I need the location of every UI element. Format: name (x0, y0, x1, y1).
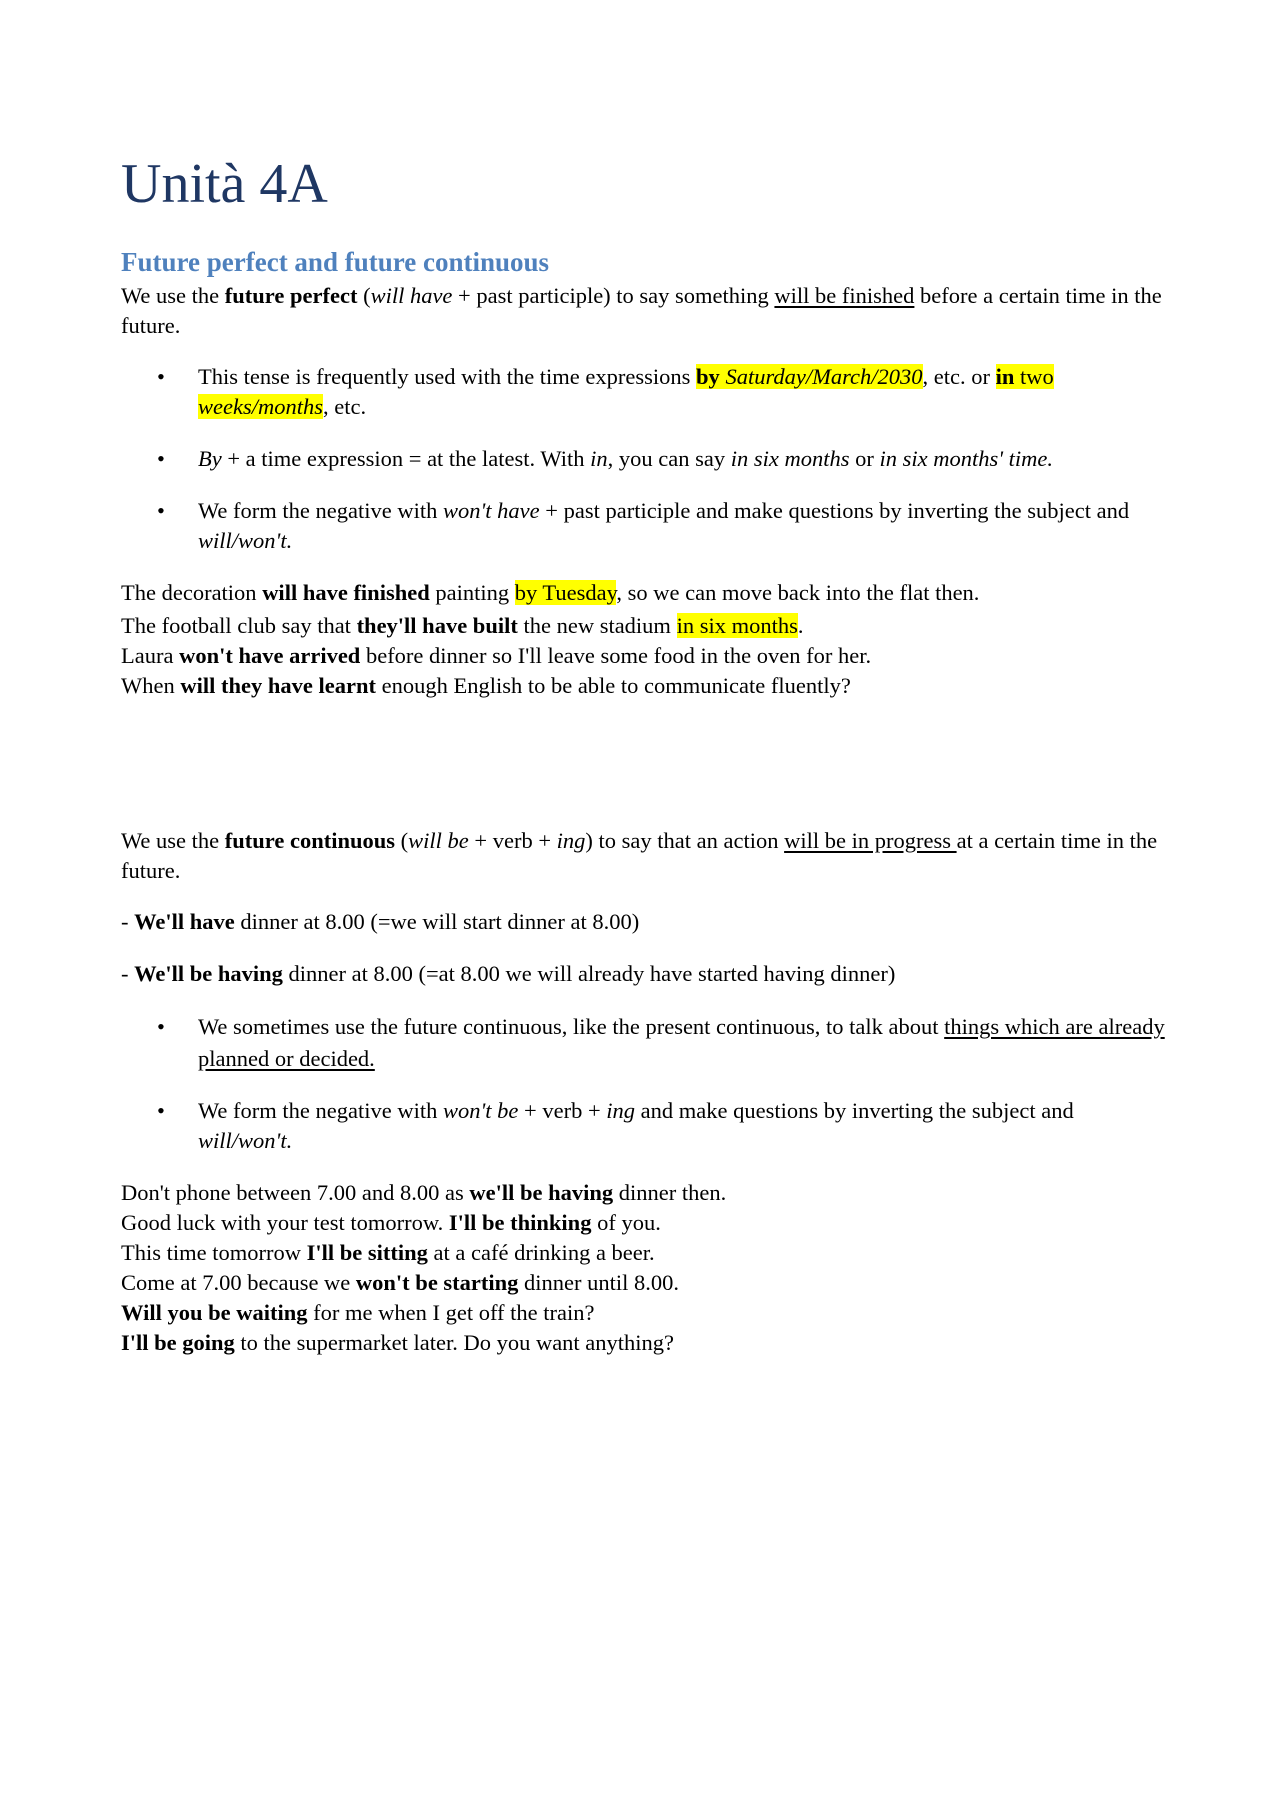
text: We use the (121, 283, 225, 308)
page-title: Unità 4A (121, 153, 328, 215)
text: painting (429, 580, 515, 605)
example-sentence (121, 611, 803, 641)
text: at a certain time in the future. (121, 828, 1158, 883)
future-continuous-intro (121, 826, 1166, 886)
text: Saturday/March/2030 (719, 364, 923, 389)
text: We use the (121, 828, 225, 853)
text: to the supermarket later. Do you want anything? (234, 1330, 675, 1355)
text: two (1014, 364, 1054, 389)
text: + verb + (468, 828, 557, 853)
text: ( (395, 828, 409, 853)
text: before dinner so I'll leave some food in the oven for her. (360, 643, 872, 668)
text: will/won't. (198, 1128, 293, 1153)
text: before a certain time in the future. (121, 283, 1162, 338)
text: , etc. (322, 394, 367, 419)
text: dinner at 8.00 (=we will start dinner at 8.00) (234, 909, 640, 934)
text: dinner at 8.00 (=at 8.00 we will already have started having dinner) (282, 961, 896, 986)
text: We'll be having (134, 961, 283, 986)
example-sentence (121, 1208, 661, 1238)
text: won't have (442, 498, 540, 523)
text: I'll be thinking (448, 1210, 592, 1235)
section-heading: Future perfect and future continuous (121, 247, 550, 277)
text: The football club say that (121, 613, 357, 638)
highlight: by Tuesday (514, 580, 617, 605)
text: will be (408, 828, 469, 853)
text: , etc. or (922, 364, 996, 389)
bullet-text (198, 1096, 1166, 1156)
bullet-text (198, 496, 1166, 556)
text: they'll have built (356, 613, 518, 638)
bullet-negative-form (121, 1096, 1166, 1156)
text: in (995, 364, 1015, 389)
text: The decoration (121, 580, 263, 605)
bullet-by-in (121, 444, 1166, 474)
bullet-marker: • (157, 364, 165, 389)
text: by (696, 364, 720, 389)
text: - (121, 909, 135, 934)
example-sentence (121, 1178, 726, 1208)
text: won't have arrived (179, 643, 361, 668)
text: I'll be going (121, 1330, 235, 1355)
text: ) to say that an action (585, 828, 785, 853)
text: Laura (121, 643, 180, 668)
text: dinner then. (613, 1180, 727, 1205)
bullet-negative-form (121, 496, 1166, 556)
text: . (797, 613, 804, 638)
text: or (849, 446, 880, 471)
text: + past participle and make questions by inverting the subject and (539, 498, 1130, 523)
text: + a time expression = at the latest. With (221, 446, 591, 471)
text: - (121, 961, 135, 986)
text: for me when I get off the train? (307, 1300, 595, 1325)
example-sentence (121, 1268, 679, 1298)
text: weeks/months (198, 394, 323, 419)
bullet-marker: • (157, 1014, 165, 1039)
example-sentence (121, 1238, 655, 1268)
text: This tense is frequently used with the time expressions (198, 364, 697, 389)
dash-example (121, 959, 895, 989)
future-perfect-intro (121, 281, 1166, 341)
bullet-marker: • (157, 1098, 165, 1123)
text: in six months (730, 446, 850, 471)
text: , so we can move back into the flat then. (616, 580, 980, 605)
text: ing (556, 828, 586, 853)
text: Come at 7.00 because we (121, 1270, 356, 1295)
text: will have finished (262, 580, 430, 605)
underlined-phrase: things which are already planned or decided. (198, 1014, 1165, 1071)
text: Will you be waiting (121, 1300, 308, 1325)
text: won't be (442, 1098, 519, 1123)
text: of you. (591, 1210, 661, 1235)
text: I'll be sitting (306, 1240, 428, 1265)
highlight-by (696, 364, 922, 389)
text: Good luck with your test tomorrow. (121, 1210, 449, 1235)
example-sentence (121, 671, 851, 701)
text: won't be starting (355, 1270, 519, 1295)
example-sentence (121, 578, 979, 608)
text: Don't phone between 7.00 and 8.00 as (121, 1180, 470, 1205)
text: By (198, 446, 222, 471)
text: ing (606, 1098, 636, 1123)
bullet-planned (121, 1011, 1166, 1075)
example-sentence (121, 1328, 674, 1358)
bullet-text (198, 1011, 1166, 1075)
text: We form the negative with (198, 1098, 443, 1123)
text: We sometimes use the future continuous, like the present continuous, to talk about (198, 1014, 945, 1039)
underlined-phrase: will be finished (774, 283, 915, 308)
bullet-text (198, 444, 1166, 474)
text: dinner until 8.00. (518, 1270, 680, 1295)
underlined-phrase: will be in progress (784, 828, 957, 853)
text: will/won't. (198, 528, 293, 553)
text: , you can say (607, 446, 731, 471)
text: and make questions by inverting the subject and (635, 1098, 1074, 1123)
bullet-marker: • (157, 446, 165, 471)
text: + past participle) to say something (452, 283, 775, 308)
text: the new stadium (517, 613, 677, 638)
text: We form the negative with (198, 498, 443, 523)
term-future-continuous: future continuous (224, 828, 396, 853)
text: we'll be having (469, 1180, 614, 1205)
highlight: in six months (676, 613, 798, 638)
text: + verb + (518, 1098, 607, 1123)
text: at a café drinking a beer. (427, 1240, 655, 1265)
dash-example (121, 907, 639, 937)
bullet-marker: • (157, 498, 165, 523)
text: When (121, 673, 181, 698)
text: This time tomorrow (121, 1240, 307, 1265)
text: in six months' time. (879, 446, 1054, 471)
example-sentence (121, 641, 871, 671)
bullet-text (198, 362, 1166, 422)
bullet-time-expressions (121, 362, 1166, 422)
formula-will-have: will have (370, 283, 453, 308)
text: in (590, 446, 608, 471)
text: enough English to be able to communicate fluently? (375, 673, 851, 698)
text: ( (357, 283, 371, 308)
example-sentence (121, 1298, 594, 1328)
text: We'll have (134, 909, 235, 934)
text: will they have learnt (180, 673, 376, 698)
term-future-perfect: future perfect (224, 283, 358, 308)
